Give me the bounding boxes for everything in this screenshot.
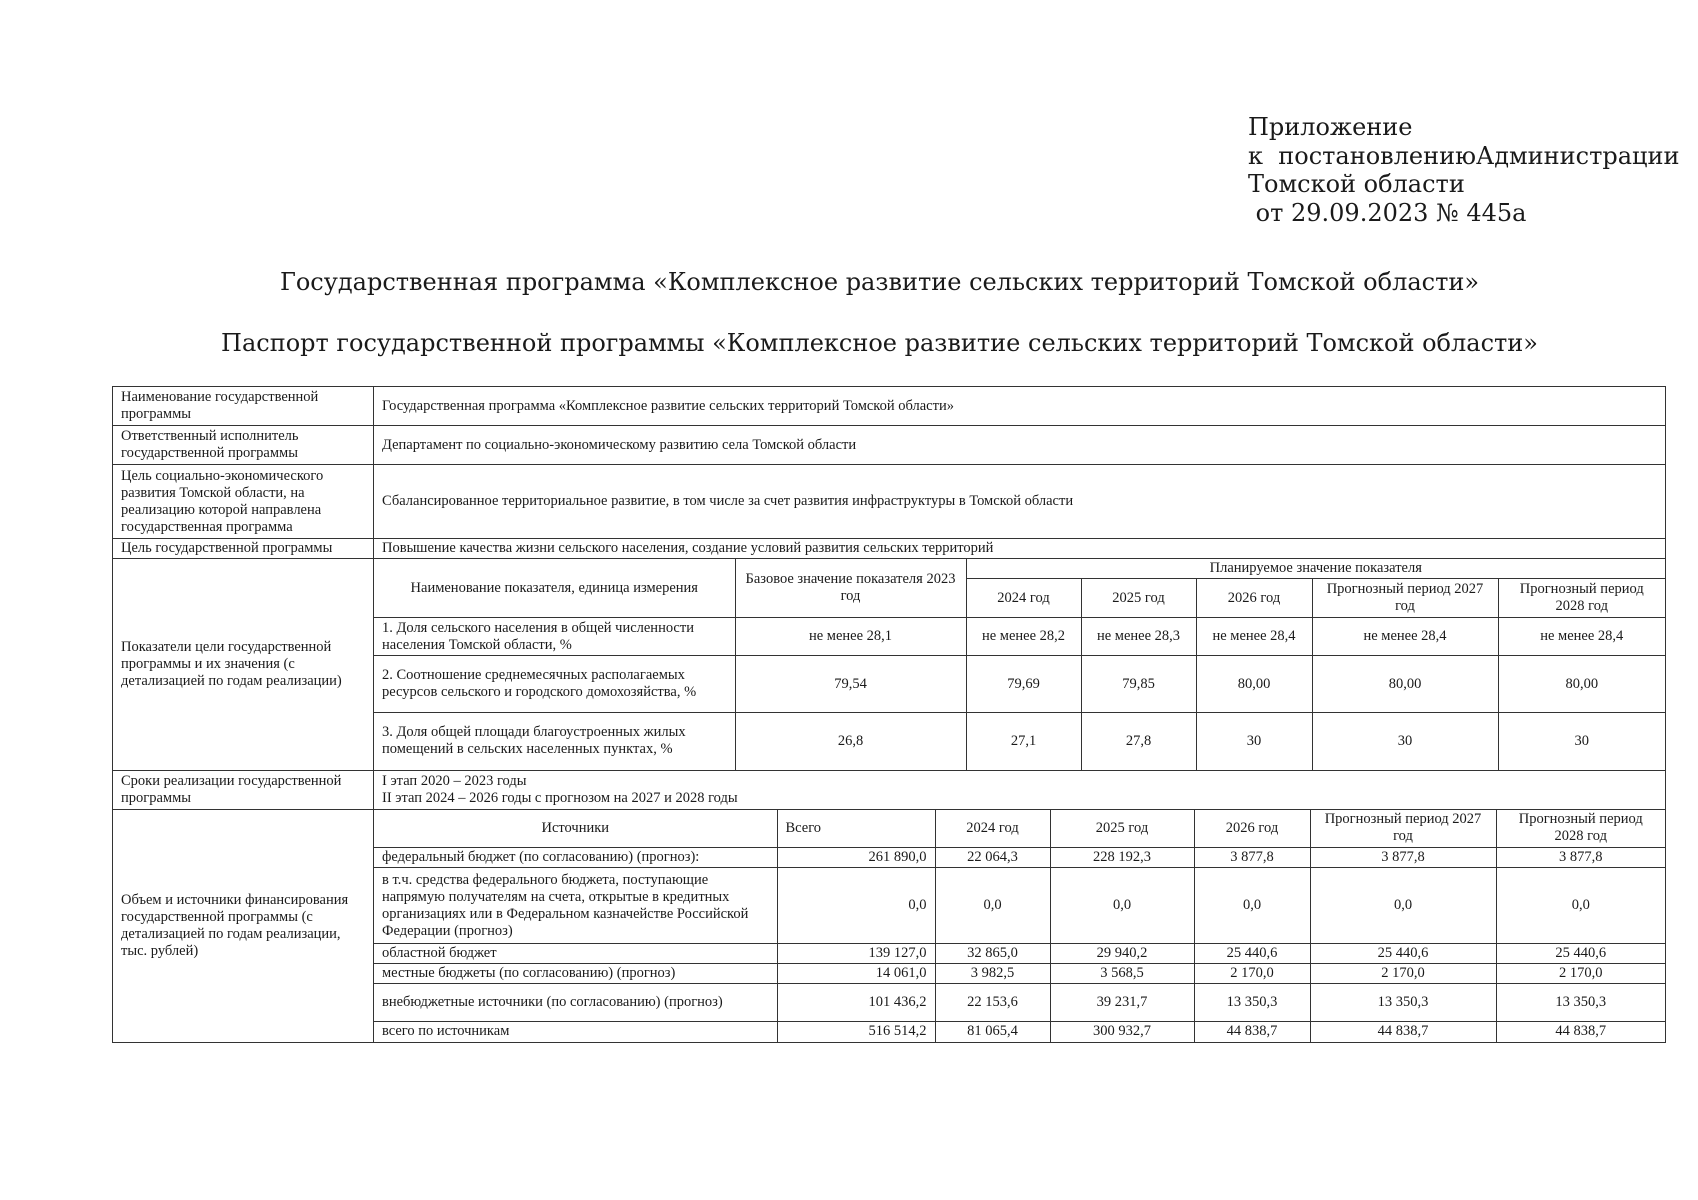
funding-value: 32 865,0 bbox=[935, 944, 1050, 964]
funding-header-row bbox=[374, 810, 1665, 848]
indicators-cell bbox=[374, 559, 1666, 771]
funding-source: в т.ч. средства федерального бюджета, поступающие напрямую получателям на счета, открытые в кредитных организациях или в Федеральном казначействе Российской Федерации (прогноз) bbox=[374, 868, 777, 944]
col-header: Наименование показателя, единица измерения bbox=[374, 559, 735, 618]
stage-text: II этап 2024 – 2026 годы с прогнозом на 2027 и 2028 годы bbox=[382, 789, 738, 806]
indicator-value: не менее 28,4 bbox=[1498, 618, 1665, 656]
year-header: 2024 год bbox=[966, 579, 1081, 618]
funding-row bbox=[374, 964, 1665, 984]
funding-source: областной бюджет bbox=[374, 944, 777, 964]
passport-row-goal-region bbox=[113, 465, 1666, 539]
funding-value: 25 440,6 bbox=[1496, 944, 1665, 964]
funding-value: 25 440,6 bbox=[1194, 944, 1310, 964]
funding-value: 2 170,0 bbox=[1310, 964, 1496, 984]
funding-value: 3 877,8 bbox=[1310, 848, 1496, 868]
row-value: Департамент по социально-экономическому развитию села Томской области bbox=[374, 426, 1666, 465]
row-label: Объем и источники финансирования государственной программы (с детализацией по годам реализации, тыс. рублей) bbox=[113, 809, 374, 1042]
indicator-base: не менее 28,1 bbox=[735, 618, 966, 656]
indicator-value: 80,00 bbox=[1196, 656, 1312, 713]
year-header: 2026 год bbox=[1194, 810, 1310, 848]
year-header: Прогнозный период 2028 год bbox=[1496, 810, 1665, 848]
indicator-value: 27,8 bbox=[1081, 713, 1196, 770]
funding-value: 0,0 bbox=[1194, 868, 1310, 944]
indicator-value: 79,85 bbox=[1081, 656, 1196, 713]
row-label: Показатели цели государственной программы и их значения (с детализацией по годам реализации) bbox=[113, 559, 374, 771]
indicator-row bbox=[374, 656, 1665, 713]
funding-value: 2 170,0 bbox=[1194, 964, 1310, 984]
indicator-base: 26,8 bbox=[735, 713, 966, 770]
program-title: Государственная программа «Комплексное развитие сельских территорий Томской области» bbox=[279, 268, 1480, 296]
indicator-value: 80,00 bbox=[1312, 656, 1498, 713]
appendix-word: к постановлению bbox=[1248, 141, 1477, 170]
row-label: Ответственный исполнитель государственной программы bbox=[113, 426, 374, 465]
row-value: Сбалансированное территориальное развитие, в том числе за счет развития инфраструктуры в Томской области bbox=[374, 465, 1666, 539]
indicator-value: не менее 28,3 bbox=[1081, 618, 1196, 656]
funding-cell bbox=[374, 809, 1666, 1042]
funding-row bbox=[374, 944, 1665, 964]
year-header: 2025 год bbox=[1050, 810, 1194, 848]
passport-row-name bbox=[113, 387, 1666, 426]
funding-value: 39 231,7 bbox=[1050, 984, 1194, 1022]
passport-title: Паспорт государственной программы «Комплексное развитие сельских территорий Томской области» bbox=[221, 329, 1538, 357]
indicator-row bbox=[374, 713, 1665, 770]
funding-value: 0,0 bbox=[1496, 868, 1665, 944]
year-header: 2026 год bbox=[1196, 579, 1312, 618]
indicator-value: не менее 28,4 bbox=[1312, 618, 1498, 656]
indicators-header-row bbox=[374, 559, 1665, 579]
passport-row-indicators bbox=[113, 559, 1666, 771]
passport-table bbox=[112, 386, 1666, 1043]
funding-value: 3 982,5 bbox=[935, 964, 1050, 984]
funding-value: 3 877,8 bbox=[1194, 848, 1310, 868]
row-label: Цель государственной программы bbox=[113, 539, 374, 559]
funding-value: 13 350,3 bbox=[1194, 984, 1310, 1022]
year-header: Прогнозный период 2028 год bbox=[1498, 579, 1665, 618]
funding-row bbox=[374, 868, 1665, 944]
indicator-value: не менее 28,4 bbox=[1196, 618, 1312, 656]
funding-total: 14 061,0 bbox=[777, 964, 935, 984]
appendix-note bbox=[1248, 113, 1680, 227]
funding-total: 516 514,2 bbox=[777, 1022, 935, 1042]
col-header: Базовое значение показателя 2023 год bbox=[735, 559, 966, 618]
funding-row bbox=[374, 984, 1665, 1022]
col-header: Всего bbox=[777, 810, 935, 848]
funding-value: 3 568,5 bbox=[1050, 964, 1194, 984]
funding-value: 2 170,0 bbox=[1496, 964, 1665, 984]
funding-total: 139 127,0 bbox=[777, 944, 935, 964]
appendix-line: Приложение bbox=[1248, 113, 1413, 141]
funding-row-total bbox=[374, 1022, 1665, 1042]
funding-table bbox=[374, 810, 1665, 1042]
funding-value: 44 838,7 bbox=[1310, 1022, 1496, 1042]
passport-row-terms bbox=[113, 770, 1666, 809]
funding-value: 300 932,7 bbox=[1050, 1022, 1194, 1042]
funding-value: 13 350,3 bbox=[1310, 984, 1496, 1022]
appendix-word: Администрации bbox=[1476, 141, 1680, 170]
indicator-value: не менее 28,2 bbox=[966, 618, 1081, 656]
passport-row-executor bbox=[113, 426, 1666, 465]
funding-value: 44 838,7 bbox=[1496, 1022, 1665, 1042]
appendix-line: Томской области bbox=[1248, 170, 1465, 198]
appendix-date-number: от 29.09.2023 № 445а bbox=[1248, 198, 1527, 227]
funding-value: 81 065,4 bbox=[935, 1022, 1050, 1042]
passport-row-goal bbox=[113, 539, 1666, 559]
funding-row bbox=[374, 848, 1665, 868]
funding-source: внебюджетные источники (по согласованию) (прогноз) bbox=[374, 984, 777, 1022]
indicator-name: 2. Соотношение среднемесячных располагаемых ресурсов сельского и городского домохозяйства, % bbox=[374, 656, 735, 713]
funding-value: 0,0 bbox=[935, 868, 1050, 944]
funding-value: 3 877,8 bbox=[1496, 848, 1665, 868]
row-label: Наименование государственной программы bbox=[113, 387, 374, 426]
indicator-name: 1. Доля сельского населения в общей численности населения Томской области, % bbox=[374, 618, 735, 656]
row-label: Сроки реализации государственной программы bbox=[113, 770, 374, 809]
funding-source: всего по источникам bbox=[374, 1022, 777, 1042]
funding-total: 101 436,2 bbox=[777, 984, 935, 1022]
funding-value: 22 153,6 bbox=[935, 984, 1050, 1022]
funding-value: 0,0 bbox=[1050, 868, 1194, 944]
row-value: Государственная программа «Комплексное развитие сельских территорий Томской области» bbox=[374, 387, 1666, 426]
funding-total: 0,0 bbox=[777, 868, 935, 944]
funding-value: 22 064,3 bbox=[935, 848, 1050, 868]
year-header: 2024 год bbox=[935, 810, 1050, 848]
indicator-value: 30 bbox=[1196, 713, 1312, 770]
col-header: Источники bbox=[374, 810, 777, 848]
year-header: Прогнозный период 2027 год bbox=[1310, 810, 1496, 848]
funding-value: 228 192,3 bbox=[1050, 848, 1194, 868]
stage-text: I этап 2020 – 2023 годы bbox=[382, 772, 527, 789]
funding-source: местные бюджеты (по согласованию) (прогноз) bbox=[374, 964, 777, 984]
year-header: Прогнозный период 2027 год bbox=[1312, 579, 1498, 618]
indicator-value: 79,69 bbox=[966, 656, 1081, 713]
row-value bbox=[374, 770, 1666, 809]
indicator-name: 3. Доля общей площади благоустроенных жилых помещений в сельских населенных пунктах, % bbox=[374, 713, 735, 770]
row-value: Повышение качества жизни сельского населения, создание условий развития сельских территорий bbox=[374, 539, 1666, 559]
funding-total: 261 890,0 bbox=[777, 848, 935, 868]
funding-value: 0,0 bbox=[1310, 868, 1496, 944]
indicator-value: 30 bbox=[1312, 713, 1498, 770]
funding-source: федеральный бюджет (по согласованию) (прогноз): bbox=[374, 848, 777, 868]
funding-value: 25 440,6 bbox=[1310, 944, 1496, 964]
indicators-table bbox=[374, 559, 1665, 770]
indicator-value: 27,1 bbox=[966, 713, 1081, 770]
indicator-row bbox=[374, 618, 1665, 656]
indicator-value: 30 bbox=[1498, 713, 1665, 770]
year-header: 2025 год bbox=[1081, 579, 1196, 618]
appendix-line bbox=[1248, 141, 1680, 171]
indicator-value: 80,00 bbox=[1498, 656, 1665, 713]
funding-value: 29 940,2 bbox=[1050, 944, 1194, 964]
funding-value: 44 838,7 bbox=[1194, 1022, 1310, 1042]
funding-value: 13 350,3 bbox=[1496, 984, 1665, 1022]
indicator-base: 79,54 bbox=[735, 656, 966, 713]
passport-row-funding bbox=[113, 809, 1666, 1042]
col-header: Планируемое значение показателя bbox=[966, 559, 1665, 579]
row-label: Цель социально-экономического развития Томской области, на реализацию которой направлена государственная программа bbox=[113, 465, 374, 539]
